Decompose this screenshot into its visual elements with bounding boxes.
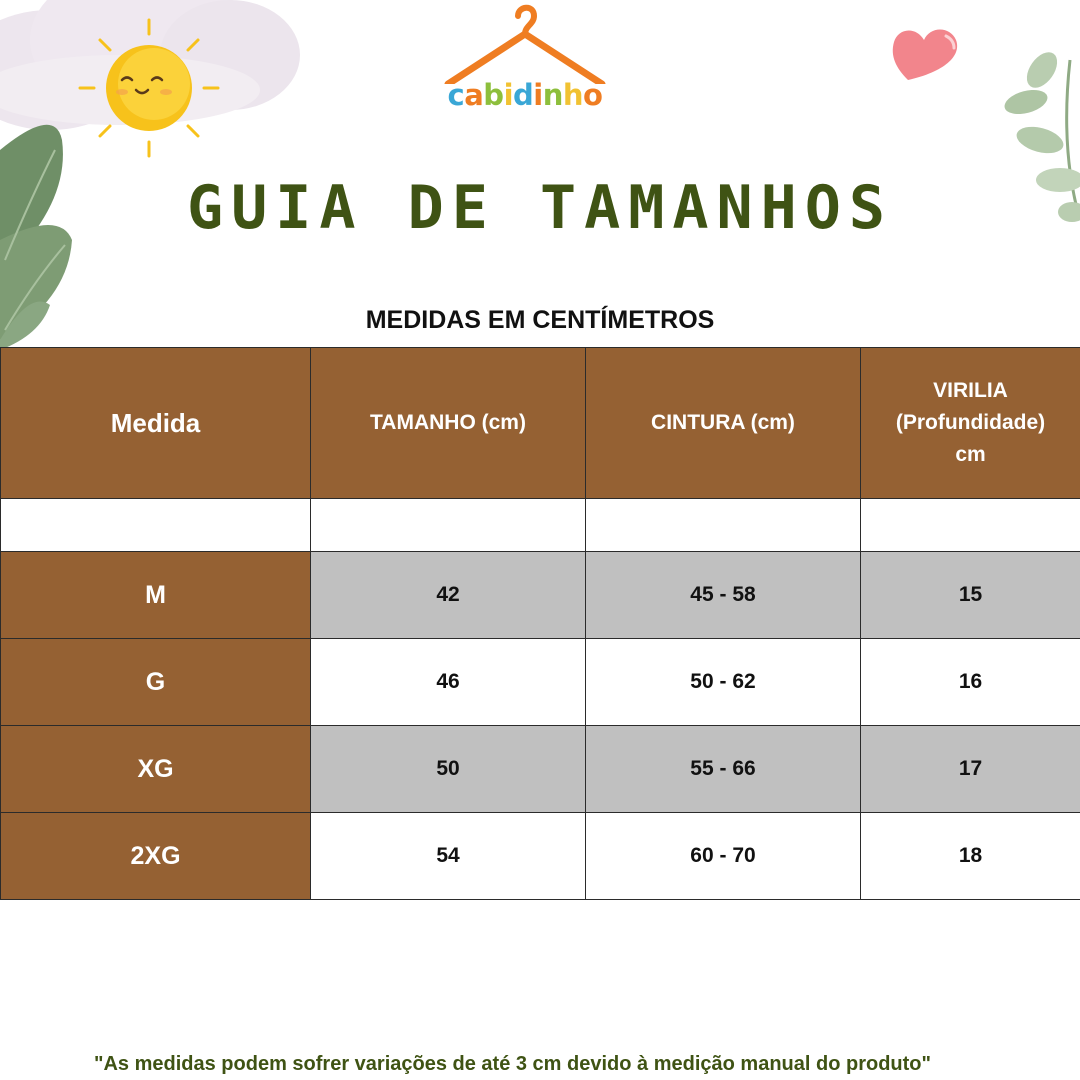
brand-letter: n: [542, 78, 563, 112]
empty-cell: [586, 499, 861, 552]
virilia-cell: 18: [861, 813, 1080, 900]
size-label: 2XG: [1, 813, 311, 900]
virilia-cell: 15: [861, 552, 1080, 639]
cintura-cell: 55 - 66: [586, 726, 861, 813]
empty-cell: [311, 499, 586, 552]
table-row: [1, 726, 1080, 813]
empty-cell: [1, 499, 311, 552]
size-chart-table: [0, 347, 1080, 900]
footnote: "As medidas podem sofrer variações de até 3 cm devido à medição manual do produto": [94, 1053, 931, 1075]
header-virilia-line2: (Profundidade): [895, 411, 1046, 434]
brand-letter: b: [483, 78, 504, 112]
tamanho-cell: 54: [311, 813, 586, 900]
tamanho-cell: 42: [311, 552, 586, 639]
header-cintura: CINTURA (cm): [586, 348, 861, 499]
smiling-sun-icon: [74, 14, 224, 164]
table-row: [1, 639, 1080, 726]
header-virilia-line1: VIRILIA: [933, 379, 1008, 402]
size-label: G: [1, 639, 311, 726]
table-subtitle: MEDIDAS EM CENTÍMETROS: [365, 306, 715, 334]
hanger-icon: [430, 4, 620, 84]
brand-wordmark: [430, 78, 620, 112]
table-header-row: [1, 348, 1080, 499]
header-virilia-line3: cm: [955, 443, 986, 466]
heart-icon: [886, 18, 966, 88]
header-medida: Medida: [1, 348, 311, 499]
table-row: [1, 552, 1080, 639]
size-label: M: [1, 552, 311, 639]
brand-logo: [430, 4, 620, 116]
empty-cell: [861, 499, 1080, 552]
header-virilia: [861, 348, 1080, 499]
tamanho-cell: 50: [311, 726, 586, 813]
tamanho-cell: 46: [311, 639, 586, 726]
brand-letter: c: [447, 78, 465, 112]
page-title: GUIA DE TAMANHOS: [187, 173, 893, 243]
brand-letter: h: [562, 78, 584, 112]
cintura-cell: 50 - 62: [586, 639, 861, 726]
cintura-cell: 45 - 58: [586, 552, 861, 639]
virilia-cell: 16: [861, 639, 1080, 726]
cintura-cell: 60 - 70: [586, 813, 861, 900]
table-row: [1, 813, 1080, 900]
brand-letter: o: [583, 78, 603, 112]
virilia-cell: 17: [861, 726, 1080, 813]
brand-letter: i: [503, 78, 514, 112]
brand-letter: d: [513, 78, 534, 112]
header-tamanho: TAMANHO (cm): [311, 348, 586, 499]
brand-letter: i: [533, 78, 543, 112]
brand-letter: a: [464, 78, 484, 112]
size-label: XG: [1, 726, 311, 813]
empty-row: [1, 499, 1080, 552]
